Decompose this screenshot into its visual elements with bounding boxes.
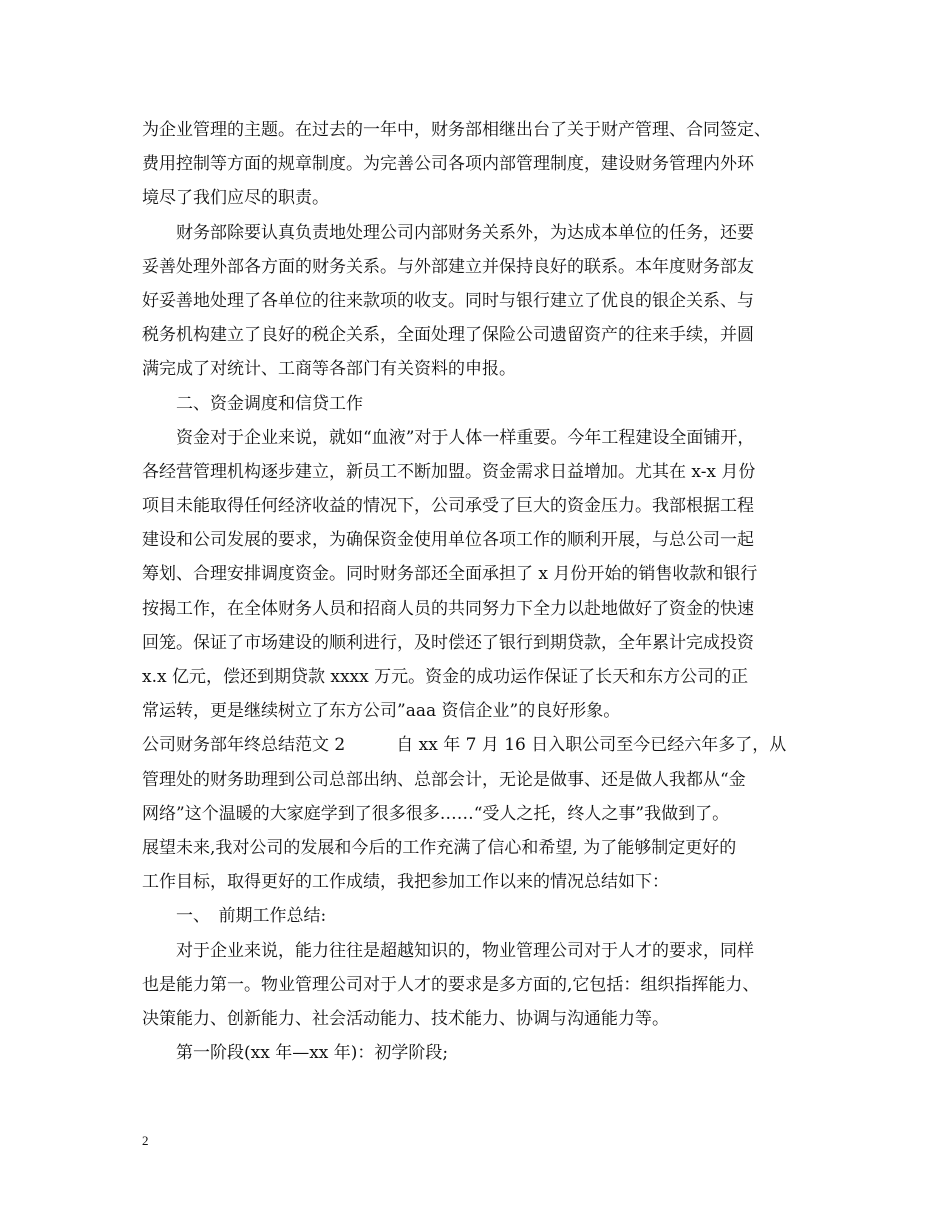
text-line: 回笼。保证了市场建设的顺利进行，及时偿还了银行到期贷款，全年累计完成投资: [142, 632, 754, 653]
text-line: 也是能力第一。物业管理公司对于人才的要求是多方面的,它包括：组织指挥能力、: [142, 974, 760, 995]
text-line: 境尽了我们应尽的职责。: [142, 188, 329, 209]
text-line: 公司财务部年终总结范文 2 自 xx 年 7 月 16 日入职公司至今已经六年多了，从: [142, 735, 787, 756]
text-line: 项目未能取得任何经济收益的情况下，公司承受了巨大的资金压力。我部根据工程: [142, 496, 754, 517]
page-number: 2: [142, 1133, 149, 1148]
text-line: 网络”这个温暖的大家庭学到了很多很多……“受人之托，终人之事”我做到了。: [142, 803, 730, 824]
text-line: 常运转，更是继续树立了东方公司”aaa 资信企业”的良好形象。: [142, 701, 621, 722]
text-line: 建设和公司发展的要求，为确保资金使用单位各项工作的顺利开展，与总公司一起: [142, 530, 754, 551]
text-line: 费用控制等方面的规章制度。为完善公司各项内部管理制度，建设财务管理内外环: [142, 154, 754, 175]
text-line: 决策能力、创新能力、社会活动能力、技术能力、协调与沟通能力等。: [142, 1008, 669, 1029]
section-heading: 一、 前期工作总结:: [176, 906, 327, 927]
text-line: 满完成了对统计、工商等各部门有关资料的申报。: [142, 359, 516, 380]
text-line: 财务部除要认真负责地处理公司内部财务关系外，为达成本单位的任务，还要: [176, 222, 754, 243]
text-line: 展望未来,我对公司的发展和今后的工作充满了信心和希望, 为了能够制定更好的: [142, 837, 737, 858]
text-line: 筹划、合理安排调度资金。同时财务部还全面承担了 x 月份开始的销售收款和银行: [142, 564, 758, 585]
text-line: 管理处的财务助理到公司总部出纳、总部会计，无论是做事、还是做人我都从“金: [142, 769, 746, 790]
text-line: 各经营管理机构逐步建立，新员工不断加盟。资金需求日益增加。尤其在 x-x 月份: [142, 461, 756, 482]
text-line: 妥善处理外部各方面的财务关系。与外部建立并保持良好的联系。本年度财务部友: [142, 256, 754, 277]
text-line: x.x 亿元，偿还到期贷款 xxxx 万元。资金的成功运作保证了长天和东方公司的正: [142, 667, 749, 687]
document-body: [142, 113, 842, 1070]
text-line: 工作目标，取得更好的工作成绩，我把参加工作以来的情况总结如下：: [142, 872, 669, 893]
text-line: 好妥善地处理了各单位的往来款项的收支。同时与银行建立了优良的银企关系、与: [142, 290, 754, 311]
text-line: 第一阶段(xx 年—xx 年)：初学阶段;: [176, 1043, 449, 1064]
text-line: 税务机构建立了良好的税企关系，全面处理了保险公司遗留资产的往来手续，并圆: [142, 325, 754, 346]
text-line: 为企业管理的主题。在过去的一年中，财务部相继出台了关于财产管理、合同签定、: [142, 120, 771, 140]
text-line: 资金对于企业来说，就如“血液”对于人体一样重要。今年工程建设全面铺开，: [176, 427, 755, 448]
text-line: 按揭工作，在全体财务人员和招商人员的共同努力下全力以赴地做好了资金的快速: [142, 598, 754, 619]
text-line: 对于企业来说，能力往往是超越知识的，物业管理公司对于人才的要求，同样: [176, 940, 754, 961]
section-heading: 二、资金调度和信贷工作: [176, 393, 363, 414]
